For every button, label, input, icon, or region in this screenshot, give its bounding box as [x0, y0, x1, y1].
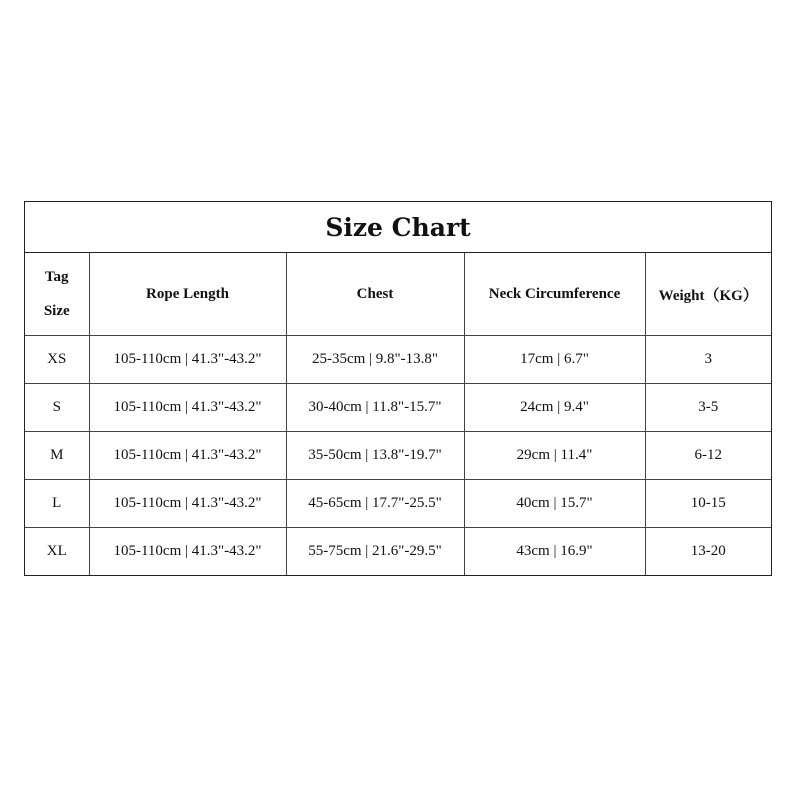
table-row [25, 336, 771, 384]
cell-weight: 6-12 [645, 432, 771, 480]
cell-chest: 55-75cm | 21.6"-29.5" [286, 528, 464, 576]
cell-neck: 40cm | 15.7" [464, 480, 645, 528]
header-rope-length: Rope Length [89, 253, 286, 336]
header-tag-line1: Tag [44, 269, 69, 285]
cell-neck: 29cm | 11.4" [464, 432, 645, 480]
header-tag-line2: Size [43, 303, 70, 319]
table-row [25, 384, 771, 432]
cell-rope-length: 105-110cm | 41.3"-43.2" [89, 384, 286, 432]
cell-neck: 24cm | 9.4" [464, 384, 645, 432]
cell-size: S [25, 384, 89, 432]
table-row [25, 432, 771, 480]
cell-chest: 30-40cm | 11.8"-15.7" [286, 384, 464, 432]
header-tag-size [25, 253, 89, 336]
cell-size: XS [25, 336, 89, 384]
cell-neck: 43cm | 16.9" [464, 528, 645, 576]
cell-rope-length: 105-110cm | 41.3"-43.2" [89, 432, 286, 480]
cell-size: L [25, 480, 89, 528]
cell-rope-length: 105-110cm | 41.3"-43.2" [89, 480, 286, 528]
cell-chest: 45-65cm | 17.7"-25.5" [286, 480, 464, 528]
cell-neck: 17cm | 6.7" [464, 336, 645, 384]
table-row [25, 528, 771, 576]
cell-rope-length: 105-110cm | 41.3"-43.2" [89, 528, 286, 576]
header-chest: Chest [286, 253, 464, 336]
cell-weight: 10-15 [645, 480, 771, 528]
size-chart [24, 201, 772, 576]
cell-weight: 13-20 [645, 528, 771, 576]
cell-weight: 3-5 [645, 384, 771, 432]
cell-chest: 35-50cm | 13.8"-19.7" [286, 432, 464, 480]
header-neck-circumference: Neck Circumference [464, 253, 645, 336]
cell-size: M [25, 432, 89, 480]
header-row [25, 253, 771, 336]
chart-title: Size Chart [25, 202, 771, 253]
header-weight: Weight（KG） [645, 253, 771, 336]
size-table [25, 253, 771, 575]
cell-weight: 3 [645, 336, 771, 384]
table-row [25, 480, 771, 528]
cell-rope-length: 105-110cm | 41.3"-43.2" [89, 336, 286, 384]
cell-chest: 25-35cm | 9.8"-13.8" [286, 336, 464, 384]
cell-size: XL [25, 528, 89, 576]
